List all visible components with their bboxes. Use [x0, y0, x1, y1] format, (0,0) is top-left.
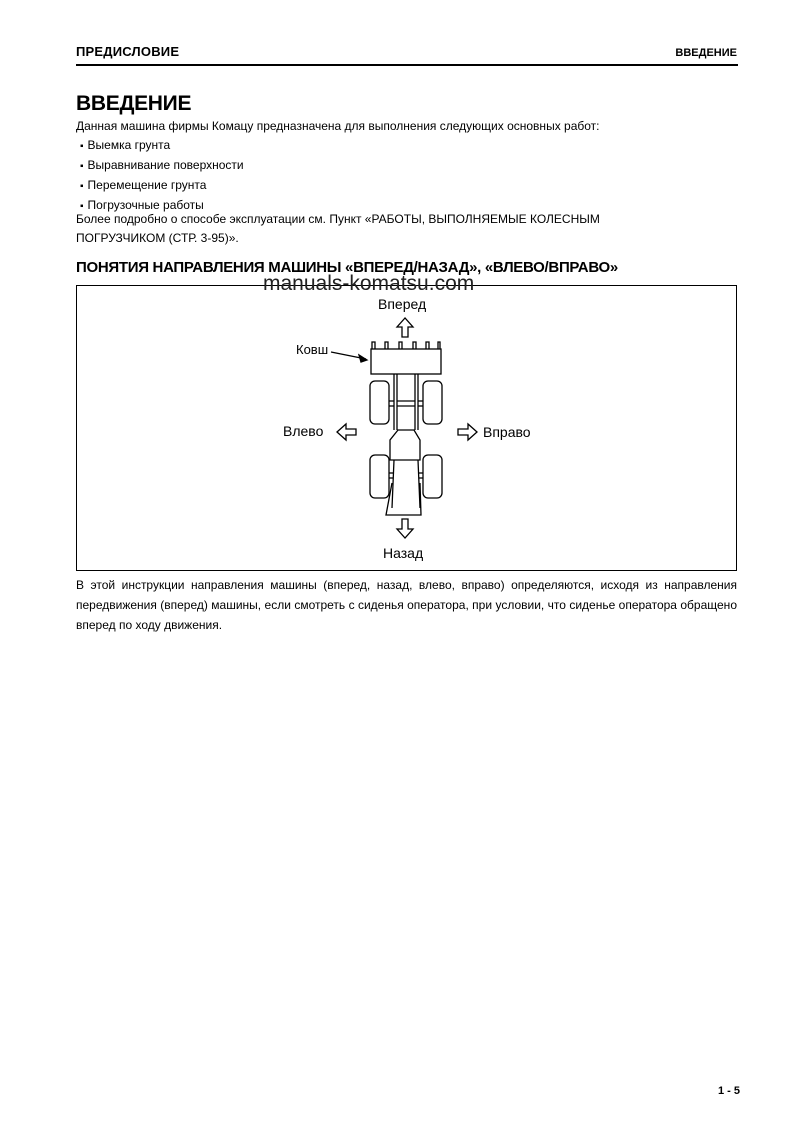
- bucket-teeth: [372, 342, 440, 349]
- intro-paragraph: Данная машина фирмы Комацу предназначена для выполнения следующих основных работ:: [76, 119, 600, 133]
- label-forward: Вперед: [378, 296, 427, 312]
- rear-left-wheel: [370, 455, 389, 498]
- header-chapter-title: ВВЕДЕНИЕ: [675, 47, 737, 59]
- arrow-right-icon: [458, 424, 477, 440]
- direction-description: В этой инструкции направления машины (вперед, назад, влево, вправо) определяются, исходя из направления передвижения (вперед) машины, если смотреть с сиденья оператора, при условии, что сиденье оператора обращено вперед по ходу движения.: [76, 578, 737, 632]
- front-left-wheel: [370, 381, 389, 424]
- label-left: Влево: [283, 423, 324, 439]
- list-item: ▪ Погрузочные работы: [80, 196, 244, 216]
- reference-line-1: Более подробно о способе эксплуатации см. Пункт «РАБОТЫ, ВЫПОЛНЯЕМЫЕ КОЛЕСНЫМ: [76, 212, 600, 226]
- work-list: [80, 136, 244, 216]
- reference-line-2: ПОГРУЗЧИКОМ (СТР. 3-95)».: [76, 231, 239, 245]
- arrow-left-icon: [337, 424, 356, 440]
- arrow-up-icon: [397, 318, 413, 337]
- list-item: ▪ Перемещение грунта: [80, 176, 244, 196]
- label-backward: Назад: [383, 545, 424, 561]
- section-title: ПОНЯТИЯ НАПРАВЛЕНИЯ МАШИНЫ «ВПЕРЕД/НАЗАД», «ВЛЕВО/ВПРАВО»: [76, 259, 618, 276]
- page-number: 1 - 5: [718, 1085, 741, 1097]
- bucket: [371, 349, 441, 374]
- list-item: ▪ Выравнивание поверхности: [80, 156, 244, 176]
- watermark: manuals-komatsu.com: [263, 272, 475, 295]
- page-title: ВВЕДЕНИЕ: [76, 92, 192, 115]
- wheel-loader-diagram: [76, 285, 737, 571]
- header-section-title: ПРЕДИСЛОВИЕ: [76, 44, 180, 59]
- header-divider: [76, 64, 738, 66]
- list-item: ▪ Выемка грунта: [80, 136, 244, 156]
- label-right: Вправо: [483, 424, 531, 440]
- label-bucket: Ковш: [296, 342, 329, 357]
- arrow-down-icon: [397, 519, 413, 538]
- front-right-wheel: [423, 381, 442, 424]
- rear-right-wheel: [423, 455, 442, 498]
